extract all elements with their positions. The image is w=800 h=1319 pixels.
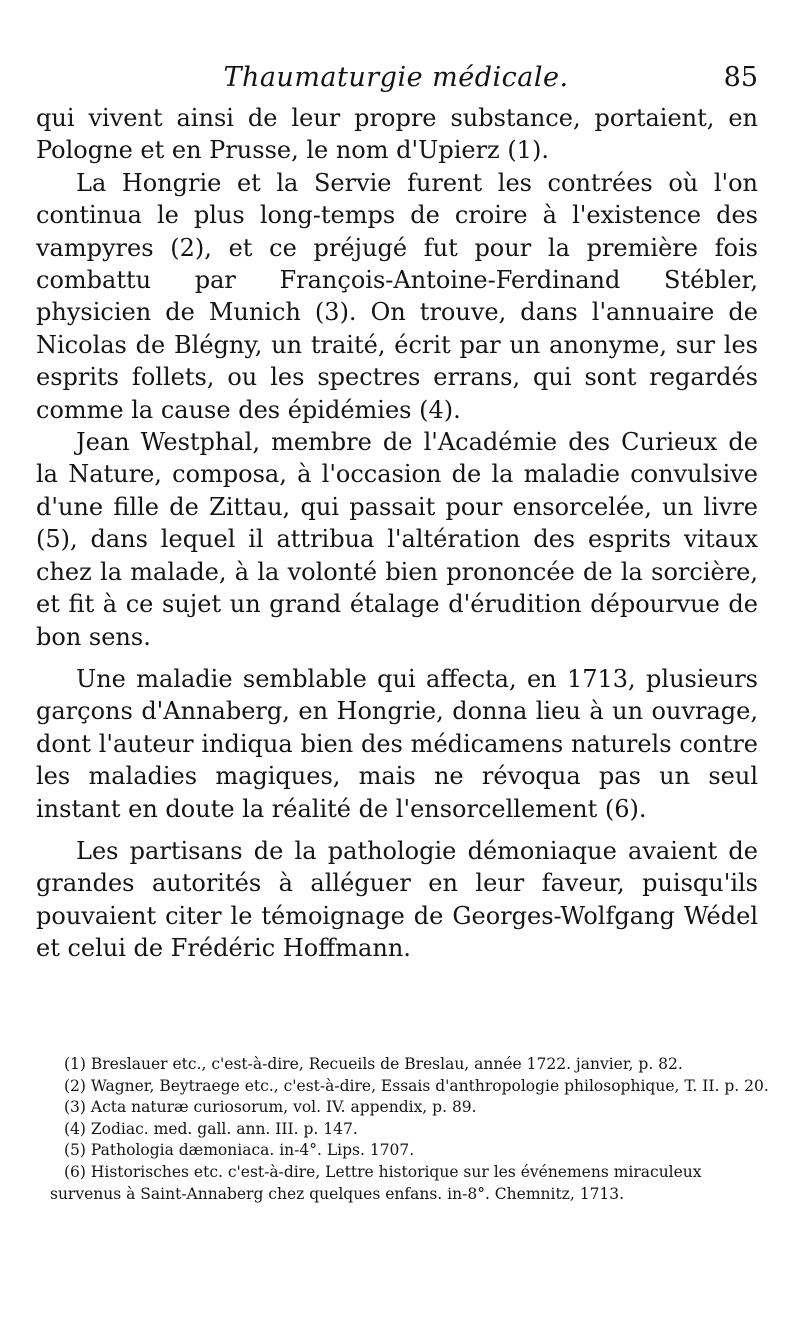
body-text: [36, 102, 758, 965]
footnote-5: (5) Pathologia dæmoniaca. in-4°. Lips. 1707.: [64, 1141, 415, 1160]
footnotes: [50, 1054, 770, 1205]
paragraph-annaberg: Une maladie semblable qui affecta, en 1713, plusieurs garçons d'Annaberg, en Hongrie, donna lieu à un ouvrage, dont l'auteur indiqua bien des médicamens naturels contre les maladies magiques, mais ne révoqua pas un seul instant en doute la réalité de l'ensorcellement (6).: [36, 664, 758, 823]
page-header: [34, 62, 758, 102]
footnote-4: (4) Zodiac. med. gall. ann. III. p. 147.: [64, 1119, 358, 1138]
page-number: 85: [723, 62, 758, 93]
footnote-6: (6) Historisches etc. c'est-à-dire, Lettre historique sur les événemens miraculeux survenus à Saint-Annaberg chez quelques enfans. in-8°. Chemnitz, 1713.: [50, 1162, 702, 1203]
footnote-3: (3) Acta naturæ curiosorum, vol. IV. appendix, p. 89.: [64, 1098, 477, 1117]
paragraph-partisans: Les partisans de la pathologie démoniaque avaient de grandes autorités à alléguer en leur faveur, puisqu'ils pouvaient citer le témoignage de Georges-Wolfgang Wédel et celui de Frédéric Hoffmann.: [36, 836, 758, 963]
paragraph-continuation: qui vivent ainsi de leur propre substance, portaient, en Pologne et en Prusse, le nom d'Upierz (1).: [36, 104, 758, 165]
paragraph-westphal: Jean Westphal, membre de l'Académie des Curieux de la Nature, composa, à l'occasion de la maladie convulsive d'une fille de Zittau, qui passait pour ensorcelée, un livre (5), dans lequel il attribua l'altération des esprits vitaux chez la malade, à la volonté bien prononcée de la sorcière, et fit à ce sujet un grand étalage d'érudition dépourvue de bon sens.: [36, 428, 758, 651]
paragraph-hongrie: La Hongrie et la Servie furent les contrées où l'on continua le plus long-temps de croire à l'existence des vampyres (2), et ce préjugé fut pour la première fois combattu par François-Antoine-Ferdinand Stébler, physicien de Munich (3). On trouve, dans l'annuaire de Nicolas de Blégny, un traité, écrit par un anonyme, sur les esprits follets, ou les spectres errans, qui sont regardés comme la cause des épidémies (4).: [36, 168, 758, 424]
footnote-1: (1) Breslauer etc., c'est-à-dire, Recueils de Breslau, année 1722. janvier, p. 82.: [64, 1055, 683, 1073]
running-title: Thaumaturgie médicale.: [223, 62, 569, 93]
footnote-2: (2) Wagner, Beytraege etc., c'est-à-dire, Essais d'anthropologie philosophique, T. II. p. 20.: [64, 1076, 769, 1095]
